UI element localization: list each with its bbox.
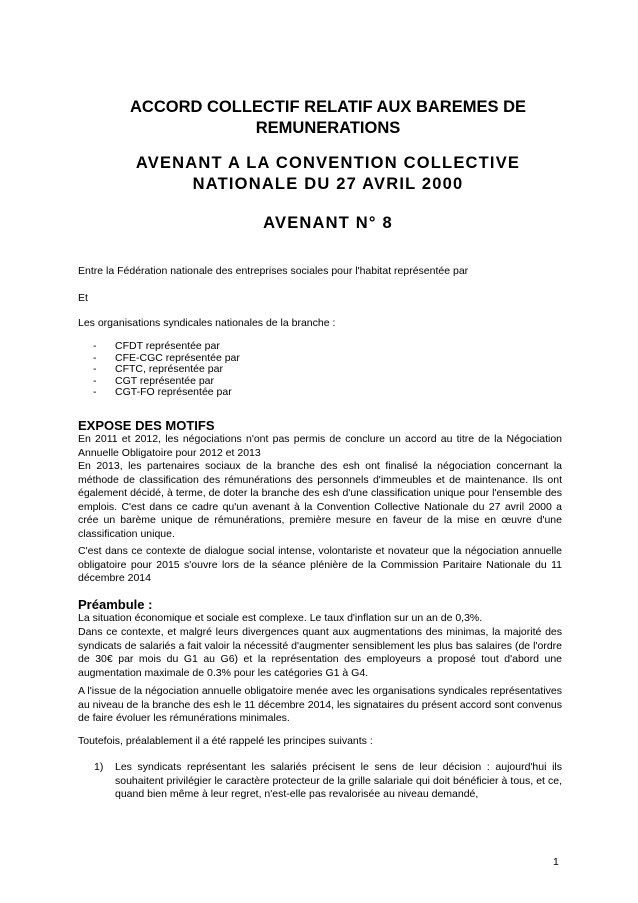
subtitle-line-1: AVENANT A LA CONVENTION COLLECTIVE [135, 154, 521, 172]
page-number: 1 [553, 856, 559, 868]
union-name: CFTC, représentée par [115, 363, 223, 376]
subtitle-line-2: NATIONALE DU 27 AVRIL 2000 [192, 175, 464, 193]
union-name: CGT représentée par [115, 374, 215, 387]
section-heading-expose: EXPOSE DES MOTIFS [78, 418, 215, 433]
union-name: CFE-CGC représentée par [115, 351, 240, 364]
expose-paragraph-2: En 2013, les partenaires sociaux de la branche des esh ont finalisé la négociation concernant la méthode de classification des rémunérations des personnels d'immeubles et de maintenance. Ils ont également décidé, à terme, de doter la branche des esh d'une classification unique pour l'ensemble des emplois. C'est dans ce cadre qu'un avenant à la Convention Collective Nationale du 27 avril 2000 a crée un barème unique de rémunérations, première mesure en faveur de la mise en œuvre d'une classification unique. [78, 460, 562, 540]
preambule-paragraph-2: Dans ce contexte, et malgré leurs divergences quant aux augmentations des minimas, la majorité des syndicats de salariés a fait valoir la nécessité d'augmenter sensiblement les plus bas salaires (de l'ordre de 30€ par mois du G1 au G6) et la représentation des employeurs a proposé tout d'abord une augmentation maximale de 0.3% pour les catégories G1 à G4. [78, 626, 562, 679]
amendment-number: AVENANT N° 8 [263, 214, 393, 232]
expose-paragraph-3: C'est dans ce contexte de dialogue social intense, volontariste et novateur que la négociation annuelle obligatoire pour 2015 s'ouvre lors de la séance plénière de la Commission Paritaire Nationale du 11 décembre 2014 [78, 545, 562, 584]
intro-unions: Les organisations syndicales nationales de la branche : [78, 317, 336, 329]
preambule-paragraph-1: La situation économique et sociale est complexe. Le taux d'inflation sur un an de 0,3%. [78, 612, 483, 624]
section-heading-preambule: Préambule : [78, 597, 153, 612]
list-bullet: - [93, 351, 97, 364]
intro-and: Et [78, 292, 88, 304]
expose-paragraph-1: En 2011 et 2012, les négociations n'ont pas permis de conclure un accord au titre de la Négociation Annuelle Obligatoire pour 2012 et 2013 [78, 433, 562, 459]
union-name: CFDT représentée par [115, 340, 220, 352]
list-bullet: - [93, 363, 97, 376]
list-number: 1) [94, 761, 104, 773]
union-name: CGT-FO représentée par [115, 386, 232, 399]
document-subtitle [60, 153, 596, 195]
document-title [60, 97, 596, 139]
list-bullet: - [93, 386, 97, 399]
preambule-paragraph-3: A l'issue de la négociation annuelle obligatoire menée avec les organisations syndicales représentatives au niveau de la branche des esh le 11 décembre 2014, les signataires du présent accord sont convenus de faire évoluer les rémunérations minimales. [78, 685, 562, 724]
title-line-2: REMUNERATIONS [255, 119, 401, 137]
list-bullet: - [93, 374, 97, 387]
intro-parties: Entre la Fédération nationale des entreprises sociales pour l'habitat représentée par [78, 265, 469, 277]
preambule-paragraph-4: Toutefois, préalablement il a été rappelé les principes suivants : [78, 735, 373, 747]
list-bullet: - [93, 340, 97, 352]
title-line-1: ACCORD COLLECTIF RELATIF AUX BAREMES DE [130, 98, 526, 116]
principle-item-1: Les syndicats représentant les salariés précisent le sens de leur décision : aujourd'hui ils souhaitent privilégier le caractère protecteur de la grille salariale qui doit bénéficier à tous, et ce, quand bien même à leur regret, n'est-elle pas revalorisée au niveau demandé, [115, 761, 562, 800]
